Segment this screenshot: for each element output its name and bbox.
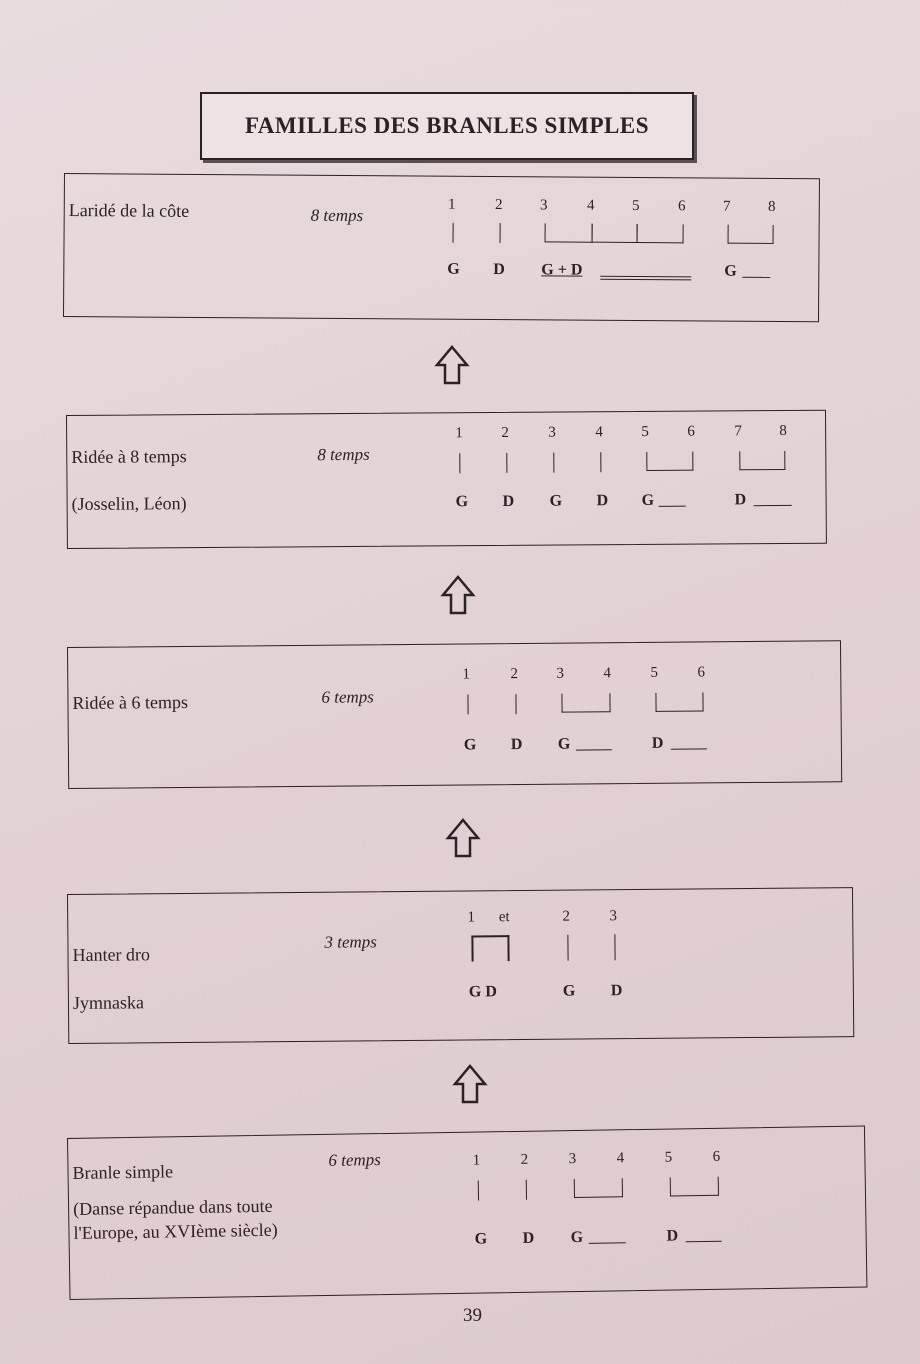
tie-bracket bbox=[592, 224, 638, 243]
dance-note: (Danse répandue dans toute bbox=[72, 1195, 273, 1219]
beat-number: 4 bbox=[586, 197, 595, 214]
beat-number: 2 bbox=[562, 908, 571, 925]
step-letter: G D bbox=[468, 983, 497, 1001]
dance-name: Jymnaska bbox=[72, 992, 145, 1013]
beat-number: 3 bbox=[548, 424, 556, 441]
beat-number: 4 bbox=[595, 424, 603, 441]
step-letter: D bbox=[651, 734, 664, 752]
tie-bracket bbox=[574, 1178, 623, 1198]
hold-line bbox=[754, 505, 792, 506]
beat-tick bbox=[506, 453, 507, 473]
step-letter: G bbox=[570, 1228, 584, 1247]
step-letter: G bbox=[447, 260, 460, 278]
dance-note: l'Europe, au XVIème siècle) bbox=[73, 1219, 278, 1243]
step-letter: D bbox=[596, 492, 609, 510]
double-beat-bracket bbox=[471, 935, 509, 961]
beat-number: 7 bbox=[722, 198, 731, 215]
beat-number: 3 bbox=[609, 908, 618, 925]
beat-number: 6 bbox=[712, 1148, 721, 1165]
beat-tick bbox=[478, 1181, 479, 1201]
beat-number: 7 bbox=[734, 423, 742, 440]
beat-tick bbox=[453, 223, 454, 243]
up-arrow-outline-icon bbox=[445, 818, 481, 858]
beat-number: 5 bbox=[641, 423, 649, 440]
step-letter: D bbox=[502, 492, 515, 510]
beat-number: 2 bbox=[520, 1151, 529, 1168]
up-arrow-outline-icon bbox=[452, 1064, 488, 1104]
beat-number: 1 bbox=[467, 909, 476, 926]
beat-number: 3 bbox=[539, 197, 548, 214]
beat-number: 6 bbox=[677, 198, 686, 215]
tie-bracket bbox=[728, 225, 774, 244]
beat-number: 6 bbox=[687, 423, 695, 440]
dance-name: Laridé de la côte bbox=[68, 200, 190, 221]
step-letter: G bbox=[562, 982, 576, 1000]
step-letter: G bbox=[724, 262, 737, 280]
tie-bracket bbox=[739, 451, 785, 470]
hold-line bbox=[600, 276, 691, 278]
beat-tick bbox=[567, 935, 568, 961]
beat-tick bbox=[614, 934, 615, 960]
page-title: FAMILLES DES BRANLES SIMPLES bbox=[244, 113, 650, 138]
beat-number: 1 bbox=[455, 425, 463, 442]
step-letter: D bbox=[493, 260, 505, 279]
beat-number: 2 bbox=[510, 666, 519, 683]
step-letter: G bbox=[474, 1230, 488, 1248]
beat-number: 1 bbox=[472, 1152, 481, 1169]
up-arrow-outline-icon bbox=[434, 345, 470, 385]
step-letter: G bbox=[557, 735, 571, 753]
page-number: 39 bbox=[463, 1305, 482, 1326]
hold-line bbox=[686, 1241, 722, 1243]
beat-number: 2 bbox=[501, 424, 509, 441]
hold-line bbox=[589, 1242, 626, 1244]
tie-bracket bbox=[545, 223, 593, 242]
beat-number: 3 bbox=[556, 665, 565, 682]
step-letter: G bbox=[641, 491, 655, 509]
beat-tick bbox=[459, 453, 460, 473]
temps-count: 3 temps bbox=[324, 932, 377, 952]
step-letter: G bbox=[549, 492, 563, 510]
tie-bracket bbox=[637, 224, 684, 243]
beat-number: 1 bbox=[447, 196, 456, 213]
beat-number: 1 bbox=[462, 666, 471, 683]
beat-number: 5 bbox=[650, 664, 659, 681]
box-ridee-8 bbox=[66, 410, 827, 549]
box-branle-simple bbox=[67, 1125, 867, 1300]
beat-number: 3 bbox=[568, 1151, 577, 1168]
beat-number: 6 bbox=[697, 664, 706, 681]
beat-number: et bbox=[498, 909, 510, 926]
up-arrow-outline-icon bbox=[440, 575, 476, 615]
temps-count: 8 temps bbox=[310, 205, 364, 226]
hold-line bbox=[671, 748, 707, 749]
beat-number: 4 bbox=[616, 1150, 625, 1167]
beat-number: 5 bbox=[631, 197, 640, 215]
box-ridee-6 bbox=[67, 640, 842, 789]
dance-location: (Josselin, Léon) bbox=[71, 493, 187, 514]
hold-line bbox=[659, 506, 686, 507]
step-letter: G bbox=[463, 736, 477, 754]
step-letter: D bbox=[510, 736, 523, 754]
beat-number: 8 bbox=[779, 422, 787, 440]
beat-tick bbox=[500, 223, 501, 243]
hold-line bbox=[742, 277, 770, 278]
step-letter: D bbox=[522, 1229, 535, 1247]
title-box bbox=[200, 92, 694, 160]
step-letter: D bbox=[610, 982, 623, 1000]
beat-tick bbox=[600, 452, 601, 472]
beat-number: 5 bbox=[664, 1149, 673, 1166]
tie-bracket bbox=[646, 452, 693, 471]
beat-tick bbox=[467, 694, 468, 714]
beat-tick bbox=[515, 694, 516, 714]
tie-bracket bbox=[655, 692, 703, 711]
dance-name: Hanter dro bbox=[72, 944, 151, 965]
beat-number: 4 bbox=[603, 665, 612, 682]
dance-name: Ridée à 6 temps bbox=[72, 691, 189, 713]
step-letter: D bbox=[734, 491, 747, 509]
hold-line bbox=[600, 279, 691, 281]
beat-number: 2 bbox=[494, 197, 503, 214]
beat-tick bbox=[526, 1180, 527, 1200]
temps-count: 6 temps bbox=[328, 1150, 381, 1170]
temps-count: 6 temps bbox=[321, 687, 374, 707]
beat-tick bbox=[553, 453, 554, 473]
temps-count: 8 temps bbox=[317, 444, 370, 465]
box-laride bbox=[63, 173, 820, 322]
box-hanter-dro bbox=[67, 887, 854, 1044]
dance-name: Ridée à 8 temps bbox=[71, 446, 187, 467]
tie-bracket bbox=[561, 693, 610, 712]
step-letter: G + D bbox=[541, 261, 583, 279]
dance-name: Branle simple bbox=[72, 1161, 174, 1183]
tie-bracket bbox=[670, 1177, 719, 1197]
step-letter: G bbox=[455, 493, 469, 511]
hold-line bbox=[576, 749, 612, 750]
beat-number: 8 bbox=[767, 198, 776, 215]
step-letter: D bbox=[666, 1227, 679, 1245]
